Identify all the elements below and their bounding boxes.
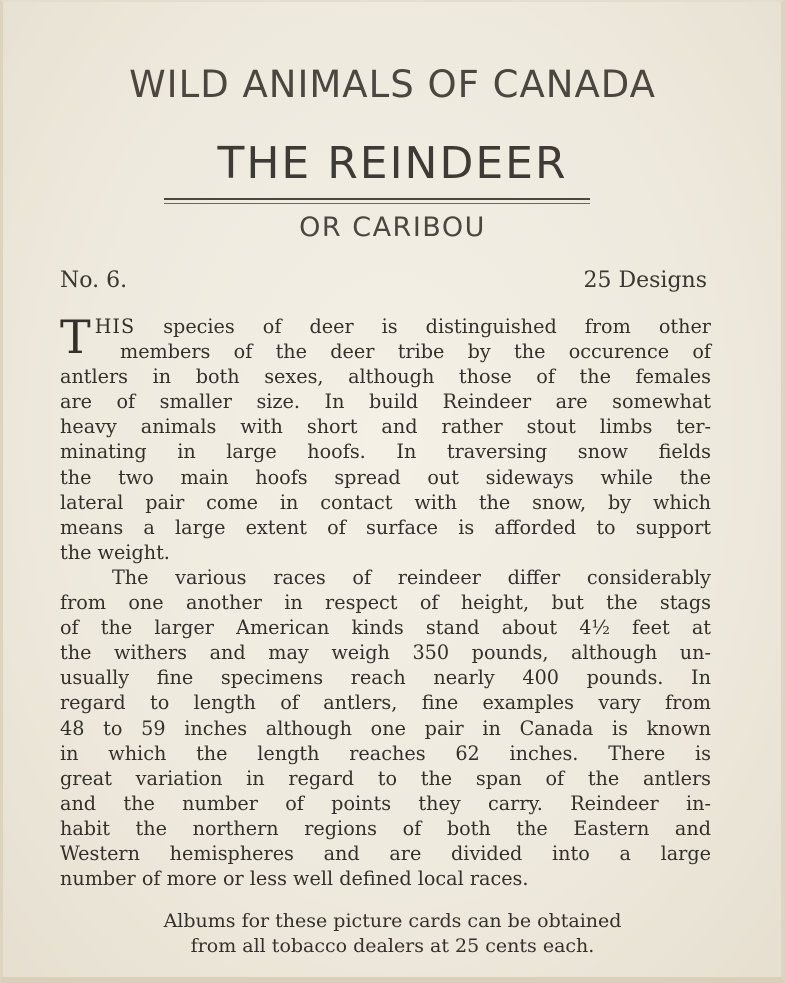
body-line: means a large extent of surface is afforded to support	[60, 515, 711, 539]
body-first-word: HIS	[94, 315, 136, 338]
album-notice	[0, 909, 785, 959]
body-line: habit the northern regions of both the Eastern and	[60, 816, 711, 840]
body-line: and the number of points they carry. Reindeer in-	[60, 791, 711, 815]
paragraph-2	[60, 565, 711, 891]
body-line: The various races of reindeer differ considerably	[112, 565, 711, 589]
body-line: the withers and may weigh 350 pounds, although un-	[60, 641, 711, 665]
body-line: in which the length reaches 62 inches. There is	[60, 741, 711, 765]
card-subtitle: OR CARIBOU	[299, 212, 486, 243]
card-number: No. 6.	[60, 268, 128, 293]
title-rule-bottom	[164, 203, 590, 204]
body-line: of the larger American kinds stand about 4½ feet at	[60, 616, 711, 640]
design-count: 25 Designs	[583, 268, 707, 293]
series-title: WILD ANIMALS OF CANADA	[129, 63, 656, 106]
paragraph-1	[60, 310, 711, 565]
card-meta-row	[60, 270, 707, 292]
body-line: great variation in regard to the span of the antlers	[60, 766, 711, 790]
body-line	[60, 314, 711, 339]
body-line: antlers in both sexes, although those of the females	[60, 365, 711, 389]
body-line: lateral pair come in contact with the snow, by which	[60, 490, 711, 514]
album-notice-line-1: Albums for these picture cards can be obtained	[163, 910, 622, 932]
card-body	[60, 310, 711, 891]
drop-cap: T	[60, 310, 91, 364]
album-notice-line-2: from all tobacco dealers at 25 cents each.	[190, 935, 595, 957]
body-line-text: species of deer is distinguished from other	[163, 315, 711, 338]
body-line: regard to length of antlers, fine examples vary from	[60, 691, 711, 715]
body-line: from one another in respect of height, but the stags	[60, 591, 711, 615]
body-line: are of smaller size. In build Reindeer are somewhat	[60, 390, 711, 414]
body-line: 48 to 59 inches although one pair in Canada is known	[60, 716, 711, 740]
body-line: members of the deer tribe by the occurence of	[120, 340, 711, 364]
title-rule-top	[164, 198, 590, 200]
body-line: heavy animals with short and rather stout limbs ter-	[60, 415, 711, 439]
body-line: the weight.	[60, 540, 170, 564]
body-line: number of more or less well defined local races.	[60, 867, 529, 891]
body-line: minating in large hoofs. In traversing snow fields	[60, 440, 711, 464]
body-line: Western hemispheres and are divided into a large	[60, 841, 711, 865]
card-title: THE REINDEER	[217, 138, 568, 189]
body-line: usually fine specimens reach nearly 400 pounds. In	[60, 666, 711, 690]
body-line: the two main hoofs spread out sideways while the	[60, 465, 711, 489]
